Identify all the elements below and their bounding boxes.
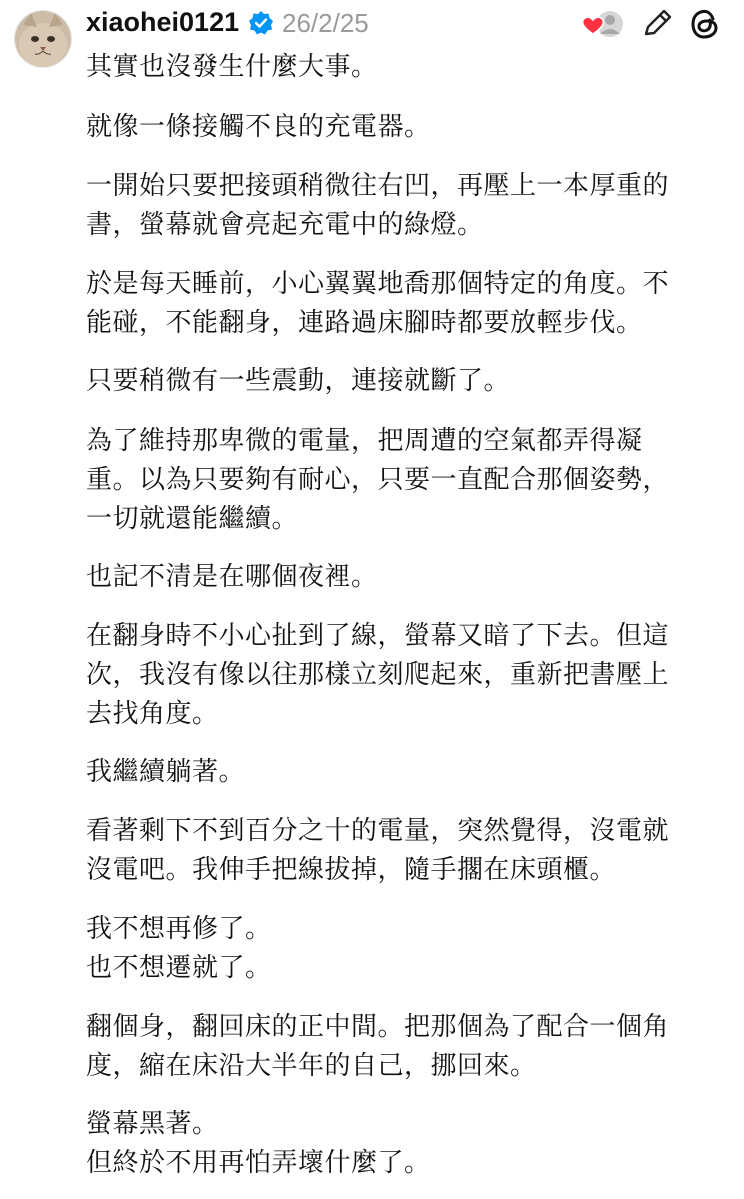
post-paragraph: 看著剩下不到百分之十的電量，突然覺得，沒電就 沒電吧。我伸手把線拔掉，隨手擱在床頭櫃。	[86, 816, 670, 885]
post-paragraph: 也記不清是在哪個夜裡。	[86, 562, 378, 592]
avatar[interactable]	[14, 10, 72, 68]
post-paragraph: 就像一條接觸不良的充電器。	[86, 112, 431, 142]
username[interactable]: xiaohei0121	[86, 7, 240, 37]
post-paragraph: 在翻身時不小心扯到了線，螢幕又暗了下去。但這 次，我沒有像以往那樣立刻爬起來，重新把書壓上 去找角度。	[86, 621, 670, 729]
post-paragraph: 翻個身，翻回床的正中間。把那個為了配合一個角 度，縮在床沿大半年的自己，挪回來。	[86, 1012, 670, 1081]
post-paragraph: 我不想再修了。 也不想遷就了。	[86, 914, 272, 983]
verified-badge-icon	[248, 10, 274, 36]
post-paragraph: 為了維持那卑微的電量，把周遭的空氣都弄得凝 重。以為只要夠有耐心，只要一直配合那個姿勢， 一切就還能繼續。	[86, 426, 670, 534]
post-paragraph: 螢幕黑著。 但終於不用再怕弄壞什麼了。	[86, 1109, 431, 1178]
post-paragraph: 於是每天睡前，小心翼翼地喬那個特定的角度。不 能碰，不能翻身，連路過床腳時都要放輕步伐。	[86, 269, 670, 338]
post-timestamp: 26/2/25	[282, 8, 369, 38]
liker-avatars-icon[interactable]	[580, 4, 628, 44]
post-paragraph: 只要稍微有一些震動，連接就斷了。	[86, 366, 511, 396]
post-paragraph: 其實也沒發生什麼大事。	[86, 52, 378, 82]
post-paragraph: 一開始只要把接頭稍微往右凹，再壓上一本厚重的 書，螢幕就會亮起充電中的綠燈。	[86, 171, 670, 240]
post-paragraph: 我繼續躺著。	[86, 757, 246, 787]
threads-logo-icon[interactable]	[686, 4, 724, 44]
edit-icon[interactable]	[638, 4, 676, 44]
